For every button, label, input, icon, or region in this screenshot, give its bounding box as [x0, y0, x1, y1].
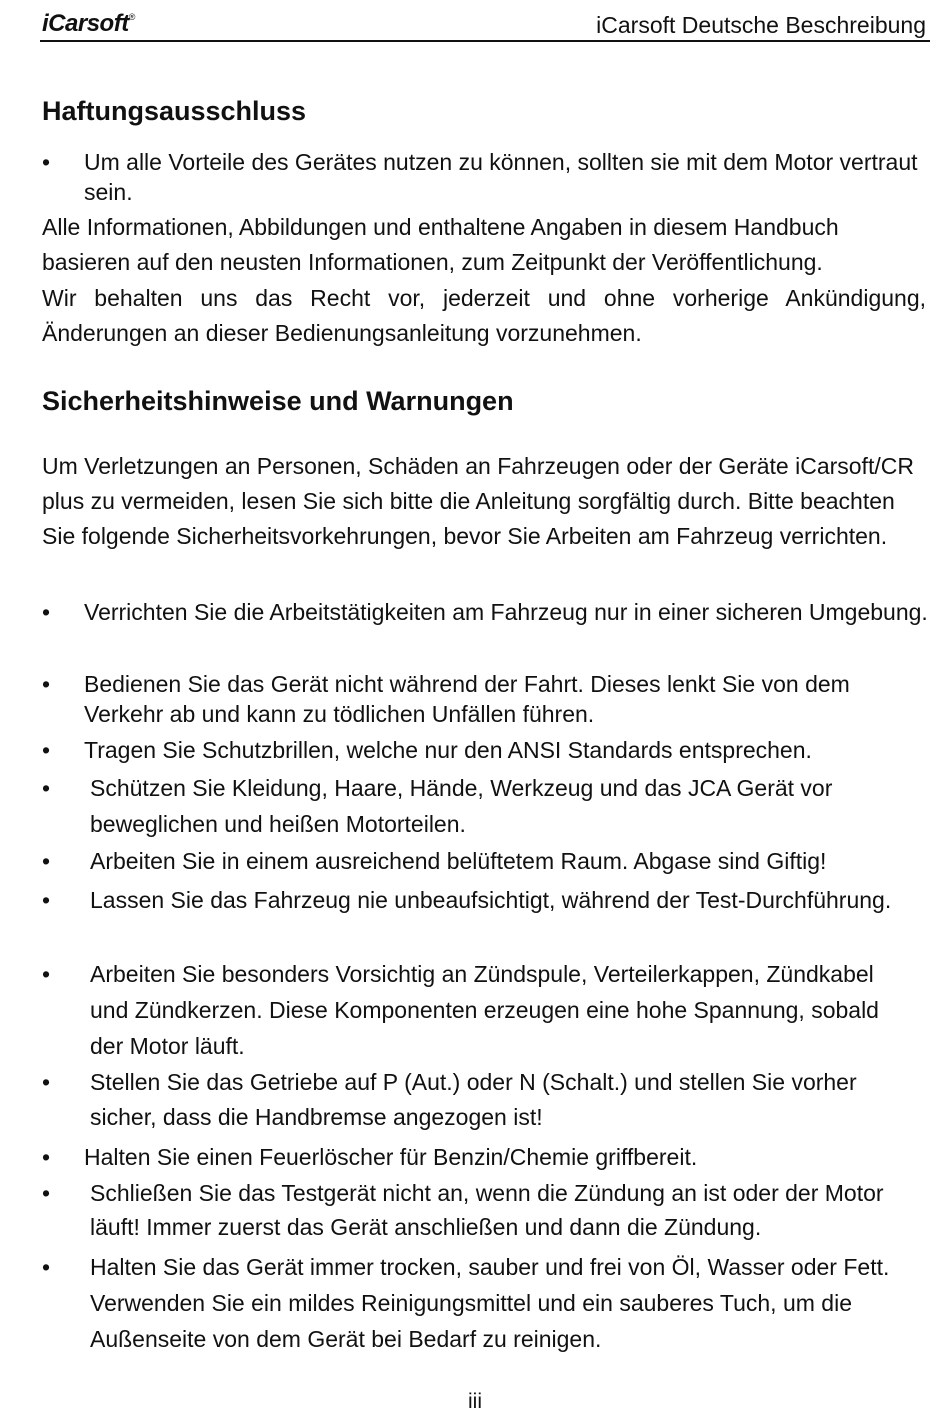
bullet-marker: • — [42, 1144, 51, 1170]
safety-intro-paragraph: Um Verletzungen an Personen, Schäden an Fahrzeugen oder der Geräte iCarsoft/CR plus zu vermeiden, lesen Sie sich bitte die Anleitung sorgfältig durch. Bitte beachten Sie folgende Sicherheitsvorkehrungen, bevor Sie Arbeiten am Fahrzeug verrichten. — [42, 453, 914, 549]
page-header — [40, 6, 930, 42]
list-item-text: Stellen Sie das Getriebe auf P (Aut.) oder N (Schalt.) und stellen Sie vorher sicher, dass die Handbremse angezogen ist! — [90, 1069, 857, 1130]
list-item-text: Halten Sie das Gerät immer trocken, sauber und frei von Öl, Wasser oder Fett. Verwenden Sie ein mildes Reinigungsmittel und ein sauberes Tuch, um die Außenseite von dem Gerät bei Bedarf zu reinigen. — [90, 1254, 890, 1352]
disclaimer-paragraph: Alle Informationen, Abbildungen und enthaltene Angaben in diesem Handbuch basieren auf den neusten Informationen, zum Zeitpunkt der Veröffentlichung. — [42, 214, 839, 275]
list-item-text: Lassen Sie das Fahrzeug nie unbeaufsichtigt, während der Test-Durchführung. — [90, 887, 892, 913]
bullet-marker: • — [42, 1069, 51, 1095]
page-number: iii — [468, 1390, 482, 1413]
bullet-marker: • — [42, 1254, 51, 1280]
bullet-marker: • — [42, 961, 51, 987]
list-item-text: Um alle Vorteile des Gerätes nutzen zu können, sollten sie mit dem Motor vertraut sein. — [84, 149, 918, 205]
bullet-marker: • — [42, 737, 51, 763]
heading-sicherheitshinweise: Sicherheitshinweise und Warnungen — [42, 386, 514, 416]
list-item-text: Schließen Sie das Testgerät nicht an, wenn die Zündung an ist oder der Motor läuft! Immer zuerst das Gerät anschließen und dann die Zündung. — [90, 1180, 884, 1240]
brand-logo: iCarsoft® — [42, 10, 135, 37]
heading-haftungsausschluss: Haftungsausschluss — [42, 96, 307, 126]
list-item-text: Halten Sie einen Feuerlöscher für Benzin/Chemie griffbereit. — [84, 1144, 698, 1170]
list-item-text: Tragen Sie Schutzbrillen, welche nur den ANSI Standards entsprechen. — [84, 737, 812, 763]
bullet-marker: • — [42, 848, 51, 874]
bullet-marker: • — [42, 149, 51, 175]
list-item-text: Schützen Sie Kleidung, Haare, Hände, Werkzeug und das JCA Gerät vor beweglichen und heißen Motorteilen. — [90, 775, 833, 837]
list-item-text: Arbeiten Sie besonders Vorsichtig an Zündspule, Verteilerkappen, Zündkabel und Zündkerzen. Diese Komponenten erzeugen eine hohe Spannung, sobald der Motor läuft. — [90, 961, 879, 1059]
bullet-marker: • — [42, 671, 51, 697]
bullet-marker: • — [42, 599, 51, 625]
list-item-text: Bedienen Sie das Gerät nicht während der Fahrt. Dieses lenkt Sie von dem Verkehr ab und kann zu tödlichen Unfällen führen. — [84, 671, 850, 727]
bullet-marker: • — [42, 775, 51, 801]
list-item-text: Verrichten Sie die Arbeitstätigkeiten am Fahrzeug nur in einer sicheren Umgebung. — [84, 599, 928, 625]
document-title: iCarsoft Deutsche Beschreibung — [596, 12, 926, 38]
bullet-marker: • — [42, 1180, 51, 1206]
list-item-text: Arbeiten Sie in einem ausreichend belüftetem Raum. Abgase sind Giftig! — [90, 848, 827, 874]
rights-paragraph: Wir behalten uns das Recht vor, jederzeit und ohne vorherige Ankündigung, Änderungen an dieser Bedienungsanleitung vorzunehmen. — [42, 285, 926, 346]
bullet-marker: • — [42, 887, 51, 913]
